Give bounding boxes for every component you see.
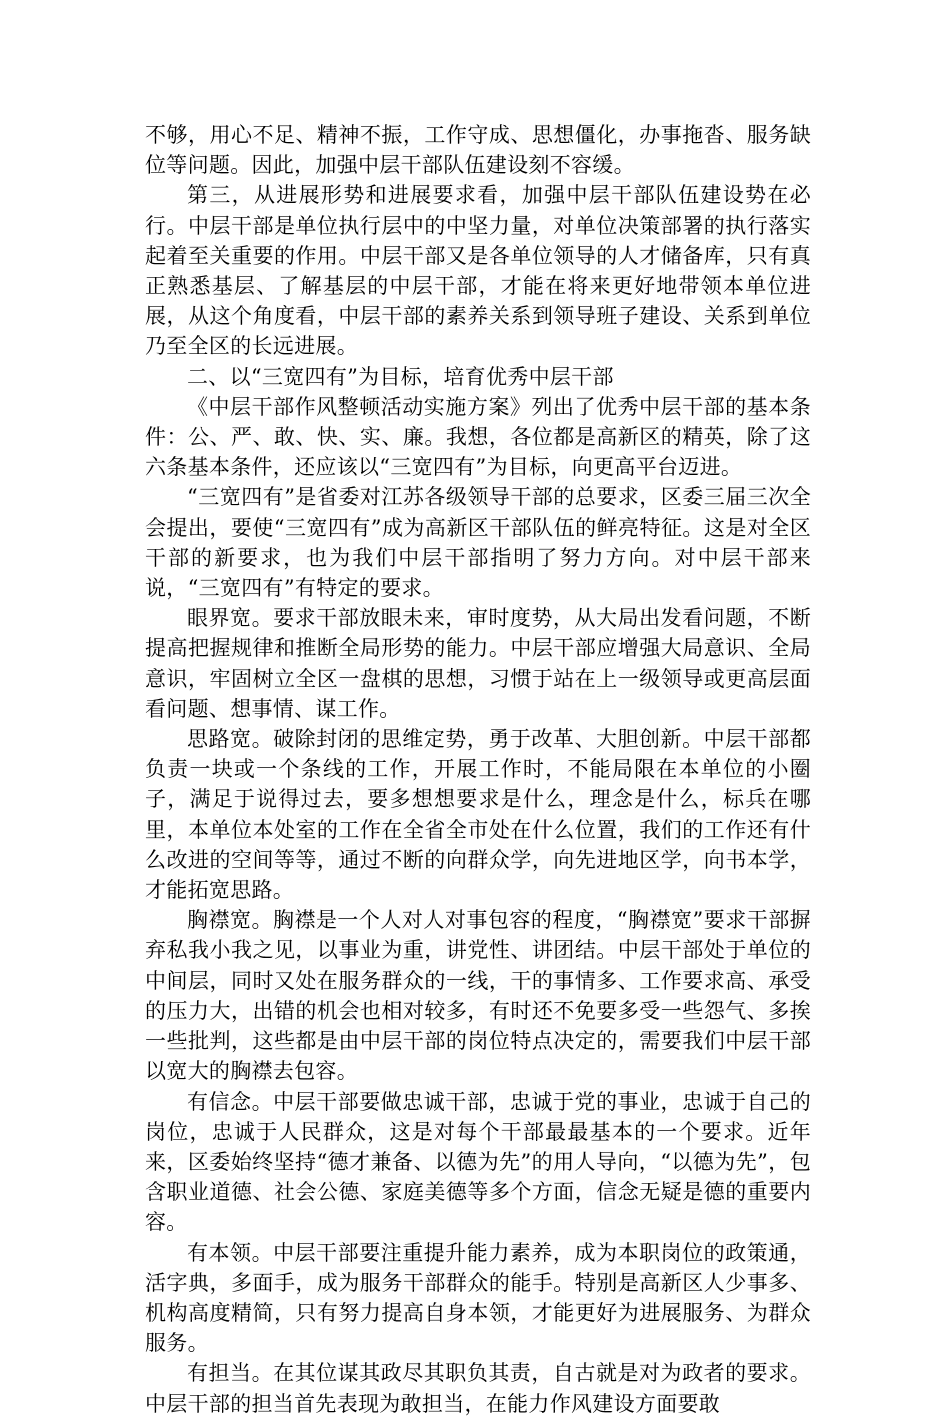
paragraph-vision-wide: 眼界宽。要求干部放眼未来，审时度势，从大局出发看问题，不断提高把握规律和推断全局形势的能力。中层干部应增强大局意识、全局意识，牢固树立全区一盘棋的思想，习惯于站在上一级领导或更高层面看问题、想事情、谋工作。 [145, 606, 811, 721]
paragraph-mind-wide: 胸襟宽。胸襟是一个人对人对事包容的程度，“胸襟宽”要求干部摒弃私我小我之见，以事业为重，讲党性、讲团结。中层干部处于单位的中间层，同时又处在服务群众的一线，干的事情多、工作要求高、承受的压力大，出错的机会也相对较多，有时还不免要多受一些怨气、多挨一些批判，这些都是由中层干部的岗位特点决定的，需要我们中层干部以宽大的胸襟去包容。 [145, 908, 811, 1084]
paragraph-have-responsibility: 有担当。在其位谋其政尽其职负其责，自古就是对为政者的要求。中层干部的担当首先表现为敢担当，在能力作风建设方面要敢 [145, 1361, 811, 1416]
paragraph-continued: 不够，用心不足、精神不振，工作守成、思想僵化，办事拖沓、服务缺位等问题。因此，加强中层干部队伍建设刻不容缓。 [145, 123, 811, 178]
paragraph-thinking-wide: 思路宽。破除封闭的思维定势，勇于改革、大胆创新。中层干部都负责一块或一个条线的工作，开展工作时，不能局限在本单位的小圈子，满足于说得过去，要多想想要求是什么，理念是什么，标兵在哪里，本单位本处室的工作在全省全市处在什么位置，我们的工作还有什么改进的空间等等，通过不断的向群众学，向先进地区学，向书本学，才能拓宽思路。 [145, 727, 811, 903]
paragraph-three-wide-four-have: “三宽四有”是省委对江苏各级领导干部的总要求，区委三届三次全会提出，要使“三宽四有”成为高新区干部队伍的鲜亮特征。这是对全区干部的新要求，也为我们中层干部指明了努力方向。对中层干部来说，“三宽四有”有特定的要求。 [145, 485, 811, 601]
section-heading: 二、以“三宽四有”为目标，培育优秀中层干部 [187, 364, 614, 389]
document-body [145, 120, 811, 1419]
paragraph-plan-conditions: 《中层干部作风整顿活动实施方案》列出了优秀中层干部的基本条件：公、严、敢、快、实、廉。我想，各位都是高新区的精英，除了这六条基本条件，还应该以“三宽四有”为目标，向更高平台迈进。 [145, 394, 811, 480]
paragraph-third-point: 第三，从进展形势和进展要求看，加强中层干部队伍建设势在必行。中层干部是单位执行层中的中坚力量，对单位决策部署的执行落实起着至关重要的作用。中层干部又是各单位领导的人才储备库，只有真正熟悉基层、了解基层的中层干部，才能在将来更好地带领本单位进展，从这个角度看，中层干部的素养关系到领导班子建设、关系到单位乃至全区的长远进展。 [145, 183, 811, 359]
paragraph-have-ability: 有本领。中层干部要注重提升能力素养，成为本职岗位的政策通，活字典，多面手，成为服务干部群众的能手。特别是高新区人少事多、机构高度精简，只有努力提高自身本领，才能更好为进展服务、为群众服务。 [145, 1240, 811, 1356]
paragraph-have-belief: 有信念。中层干部要做忠诚干部，忠诚于党的事业，忠诚于自己的岗位，忠诚于人民群众，这是对每个干部最最基本的一个要求。近年来，区委始终坚持“德才兼备、以德为先”的用人导向，“以德为先”，包含职业道德、社会公德、家庭美德等多个方面，信念无疑是德的重要内容。 [145, 1089, 811, 1235]
